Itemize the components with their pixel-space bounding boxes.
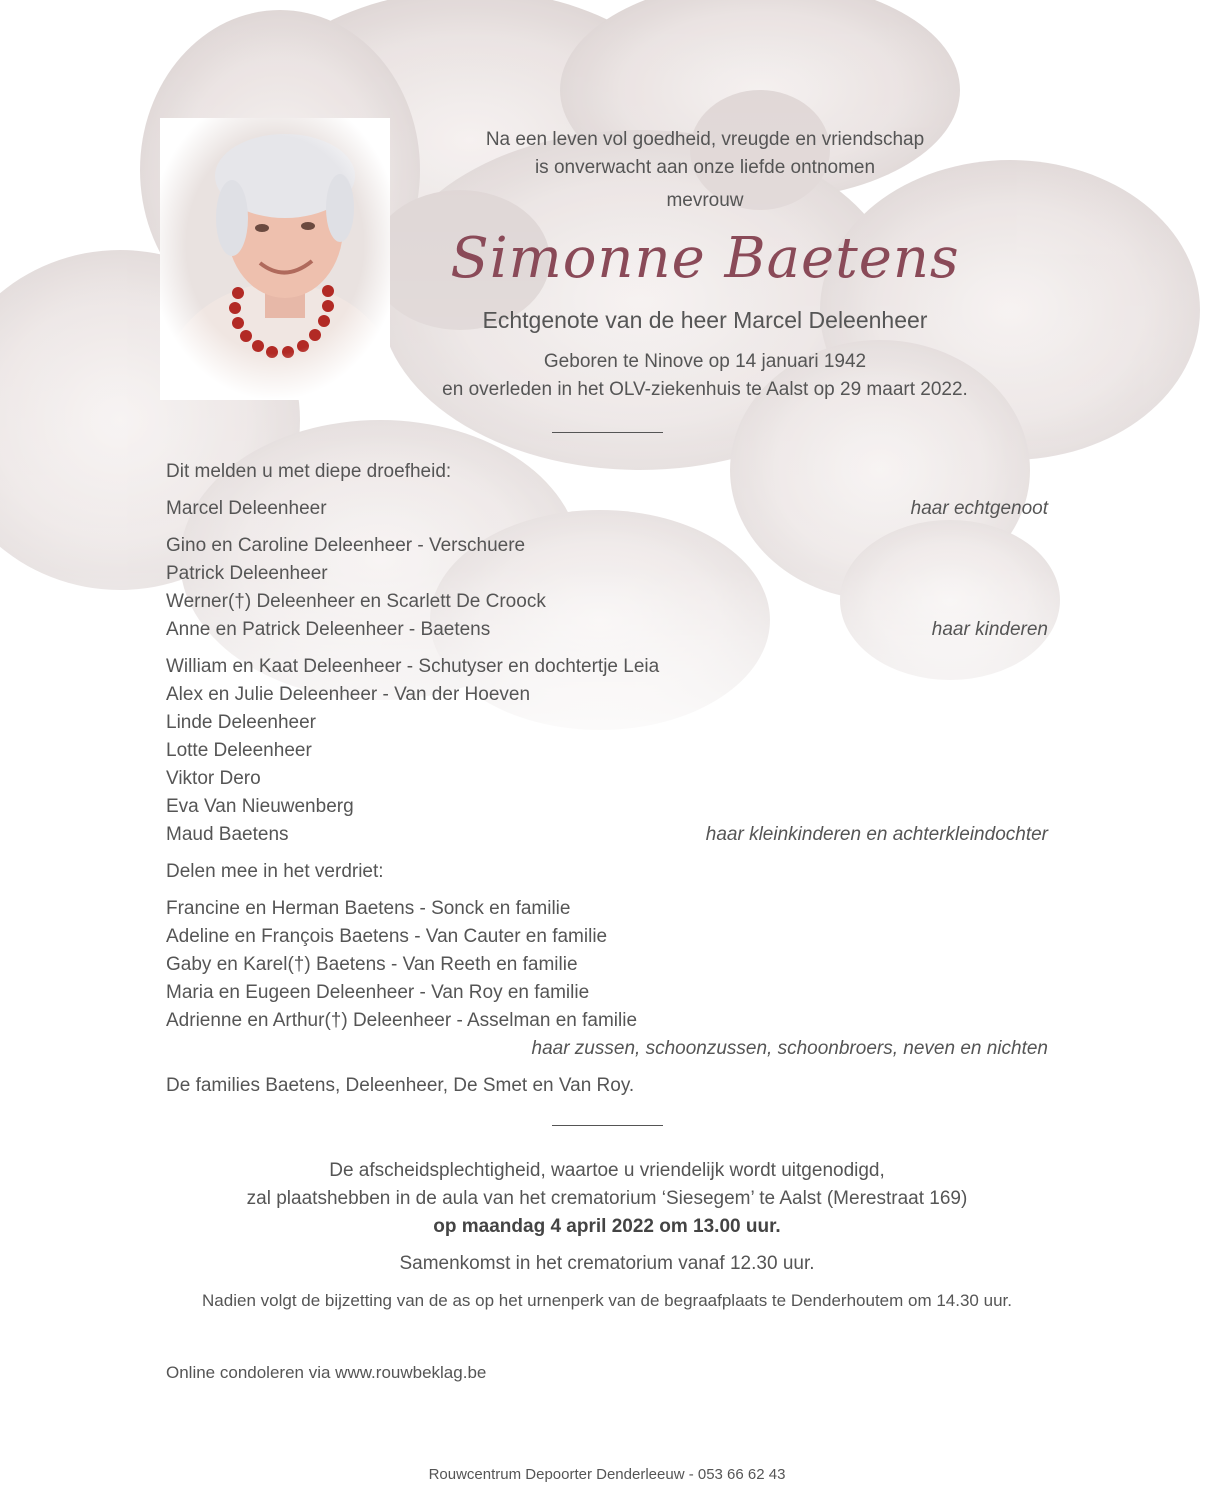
siblings-relation-row [166, 1035, 1048, 1063]
grandchild-row: Viktor Dero [166, 768, 261, 789]
child-row [166, 616, 1048, 644]
intro-line: Na een leven vol goedheid, vreugde en vriendschap [485, 129, 925, 150]
sibling-row: Gaby en Karel(†) Baetens - Van Reeth en familie [166, 954, 578, 975]
child-row: Patrick Deleenheer [166, 563, 328, 584]
honorific: mevrouw [666, 190, 744, 211]
ceremony-line: De afscheidsplechtigheid, waartoe u vriendelijk wordt uitgenodigd, [329, 1160, 885, 1181]
child-row: Gino en Caroline Deleenheer - Verschuere [166, 535, 526, 556]
grandchild-row: Alex en Julie Deleenheer - Van der Hoeven [166, 684, 531, 705]
husband-relation: haar echtgenoot [910, 498, 1048, 519]
husband-row [166, 495, 1048, 523]
deceased-name: Simonne Baetens [450, 226, 960, 291]
siblings-relation: haar zussen, schoonzussen, schoonbroers, neven en nichten [531, 1038, 1048, 1059]
grandchildren-relation: haar kleinkinderen en achterkleindochter [705, 824, 1048, 845]
grandchild-row [166, 821, 1048, 849]
spouse-line: Echtgenote van de heer Marcel Deleenheer [482, 307, 928, 333]
death-line: en overleden in het OLV-ziekenhuis te Aalst op 29 maart 2022. [442, 379, 968, 400]
life-dates [380, 348, 1030, 404]
ceremony-info [130, 1157, 1084, 1315]
announcement-intro: Dit melden u met diepe droefheid: [166, 461, 452, 482]
child-name: Anne en Patrick Deleenheer - Baetens [166, 619, 491, 640]
families-line: De families Baetens, Deleenheer, De Smet en Van Roy. [166, 1075, 635, 1096]
children-relation: haar kinderen [931, 619, 1048, 640]
share-intro: Delen mee in het verdriet: [166, 861, 384, 882]
grandchild-row: Lotte Deleenheer [166, 740, 312, 761]
sibling-row: Francine en Herman Baetens - Sonck en familie [166, 898, 571, 919]
grandchild-name: Maud Baetens [166, 824, 289, 845]
gathering-line: Samenkomst in het crematorium vanaf 12.30 uur. [399, 1253, 815, 1274]
intro-text [405, 126, 1005, 182]
footer-funeral-home: Rouwcentrum Depoorter Denderleeuw - 053 66 62 43 [428, 1466, 786, 1483]
sibling-row: Adrienne en Arthur(†) Deleenheer - Asselman en familie [166, 1010, 638, 1031]
ceremony-date: op maandag 4 april 2022 om 13.00 uur. [433, 1216, 781, 1237]
grandchild-row: Eva Van Nieuwenberg [166, 796, 354, 817]
divider [552, 1125, 663, 1126]
sibling-row: Maria en Eugeen Deleenheer - Van Roy en familie [166, 982, 590, 1003]
family-announcement [166, 458, 1048, 1100]
online-condolence: Online condoleren via www.rouwbeklag.be [166, 1363, 487, 1382]
divider [552, 432, 663, 433]
sibling-row: Adeline en François Baetens - Van Cauter en familie [166, 926, 608, 947]
burial-line: Nadien volgt de bijzetting van de as op het urnenperk van de begraafplaats te Denderhoutem om 14.30 uur. [202, 1291, 1012, 1310]
grandchild-row: William en Kaat Deleenheer - Schutyser en dochtertje Leia [166, 656, 660, 677]
portrait-photo [160, 118, 390, 400]
ceremony-line: zal plaatshebben in de aula van het crematorium ‘Siesegem’ te Aalst (Merestraat 169) [246, 1188, 968, 1209]
intro-line: is onverwacht aan onze liefde ontnomen [534, 157, 876, 178]
grandchild-row: Linde Deleenheer [166, 712, 317, 733]
husband-name: Marcel Deleenheer [166, 498, 327, 519]
child-row: Werner(†) Deleenheer en Scarlett De Croock [166, 591, 546, 612]
birth-line: Geboren te Ninove op 14 januari 1942 [543, 351, 867, 372]
